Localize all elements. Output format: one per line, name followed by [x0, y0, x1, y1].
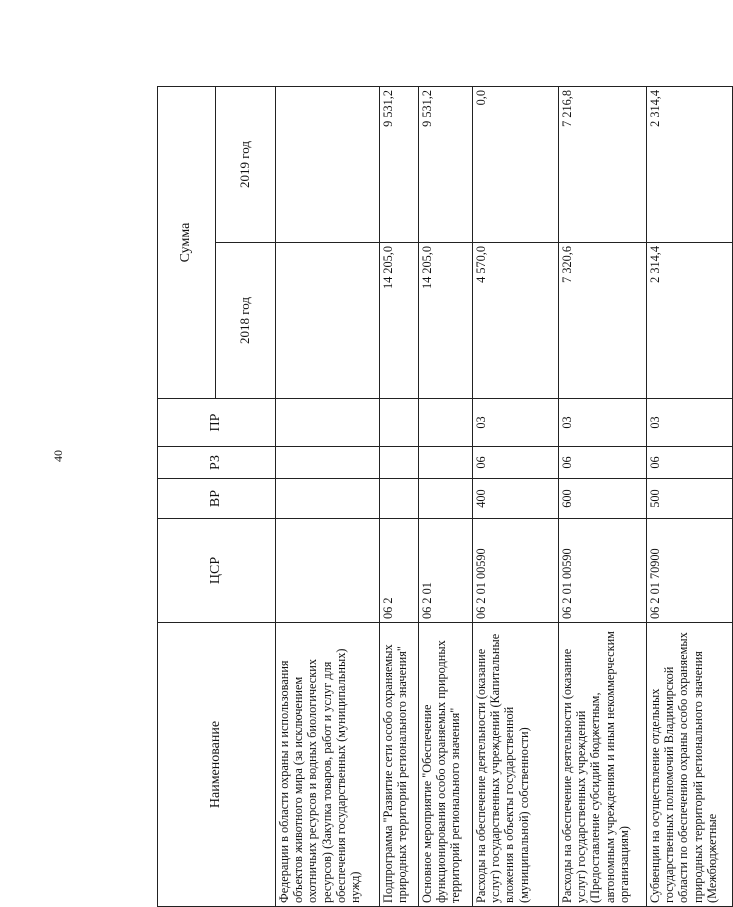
row-pr	[419, 399, 473, 447]
row-sum-2019	[276, 87, 380, 243]
row-vr	[380, 479, 419, 519]
table-row	[647, 87, 733, 907]
header-year-2019: 2019 год	[216, 87, 276, 243]
row-rz	[276, 447, 380, 479]
row-name: Расходы на обеспечение деятельности (оказание услуг) государственных учреждений (Капитальные вложения в объекты государственной (муниципальной) собственности)	[473, 623, 559, 907]
row-pr: 03	[647, 399, 733, 447]
header-vr: ВР	[158, 479, 276, 519]
table-row	[380, 87, 419, 907]
row-vr: 500	[647, 479, 733, 519]
header-year-2018: 2018 год	[216, 243, 276, 399]
row-csr: 06 2 01 00590	[473, 519, 559, 623]
row-rz	[419, 447, 473, 479]
row-pr	[380, 399, 419, 447]
row-rz: 06	[647, 447, 733, 479]
row-rz: 06	[473, 447, 559, 479]
row-vr	[276, 479, 380, 519]
rotated-table-sheet	[157, 87, 719, 907]
row-csr: 06 2 01	[419, 519, 473, 623]
row-csr: 06 2 01 70900	[647, 519, 733, 623]
row-name: Подпрограмма "Развитие сети особо охраняемых природных территорий регионального значения"	[380, 623, 419, 907]
header-row	[158, 87, 216, 907]
row-sum-2019: 0,0	[473, 87, 559, 243]
row-sum-2019: 7 216,8	[559, 87, 647, 243]
table-row	[559, 87, 647, 907]
row-name	[276, 623, 380, 907]
row-rz: 06	[559, 447, 647, 479]
row-name: Расходы на обеспечение деятельности (оказание услуг) государственных учреждений (Предоставление субсидий бюджетным, автономным учреждениям и иным некоммерческим организациям)	[559, 623, 647, 907]
row-vr: 400	[473, 479, 559, 519]
row-csr: 06 2	[380, 519, 419, 623]
row-sum-2018: 14 205,0	[419, 243, 473, 399]
row-name	[647, 623, 733, 907]
row-name-text: Федерации в области охраны и использования объектов животного мира (за исключением охотничьих ресурсов и водных биологических ресурсов) (Закупка товаров, работ и услуг для обеспечения государственных (муниципальных) нужд)	[277, 648, 363, 903]
page-number: 40	[51, 450, 65, 462]
row-name: Основное мероприятие "Обеспечение функционирования особо охраняемых природных территорий регионального значения"	[419, 623, 473, 907]
row-sum-2018: 14 205,0	[380, 243, 419, 399]
row-sum-2018	[276, 243, 380, 399]
header-name: Наименование	[158, 623, 276, 907]
row-sum-2018: 4 570,0	[473, 243, 559, 399]
header-csr: ЦСР	[158, 519, 276, 623]
row-sum-2018: 2 314,4	[647, 243, 733, 399]
row-sum-2019: 9 531,2	[419, 87, 473, 243]
row-sum-2019: 2 314,4	[647, 87, 733, 243]
header-pr: ПР	[158, 399, 276, 447]
row-pr: 03	[473, 399, 559, 447]
table-row	[419, 87, 473, 907]
row-csr: 06 2 01 00590	[559, 519, 647, 623]
header-rz: РЗ	[158, 447, 276, 479]
row-name-text: Субвенции на осуществление отдельных государственных полномочий Владимирской области по обеспечению охраны особо охраняемых природных территорий регионального значения (Межбюджетные	[648, 632, 719, 903]
row-pr	[276, 399, 380, 447]
row-sum-2019: 9 531,2	[380, 87, 419, 243]
header-sum: Сумма	[158, 87, 216, 399]
budget-table	[157, 86, 733, 907]
row-pr: 03	[559, 399, 647, 447]
row-csr	[276, 519, 380, 623]
row-sum-2018: 7 320,6	[559, 243, 647, 399]
table-row	[276, 87, 380, 907]
row-vr: 600	[559, 479, 647, 519]
row-vr	[419, 479, 473, 519]
table-row	[473, 87, 559, 907]
row-rz	[380, 447, 419, 479]
